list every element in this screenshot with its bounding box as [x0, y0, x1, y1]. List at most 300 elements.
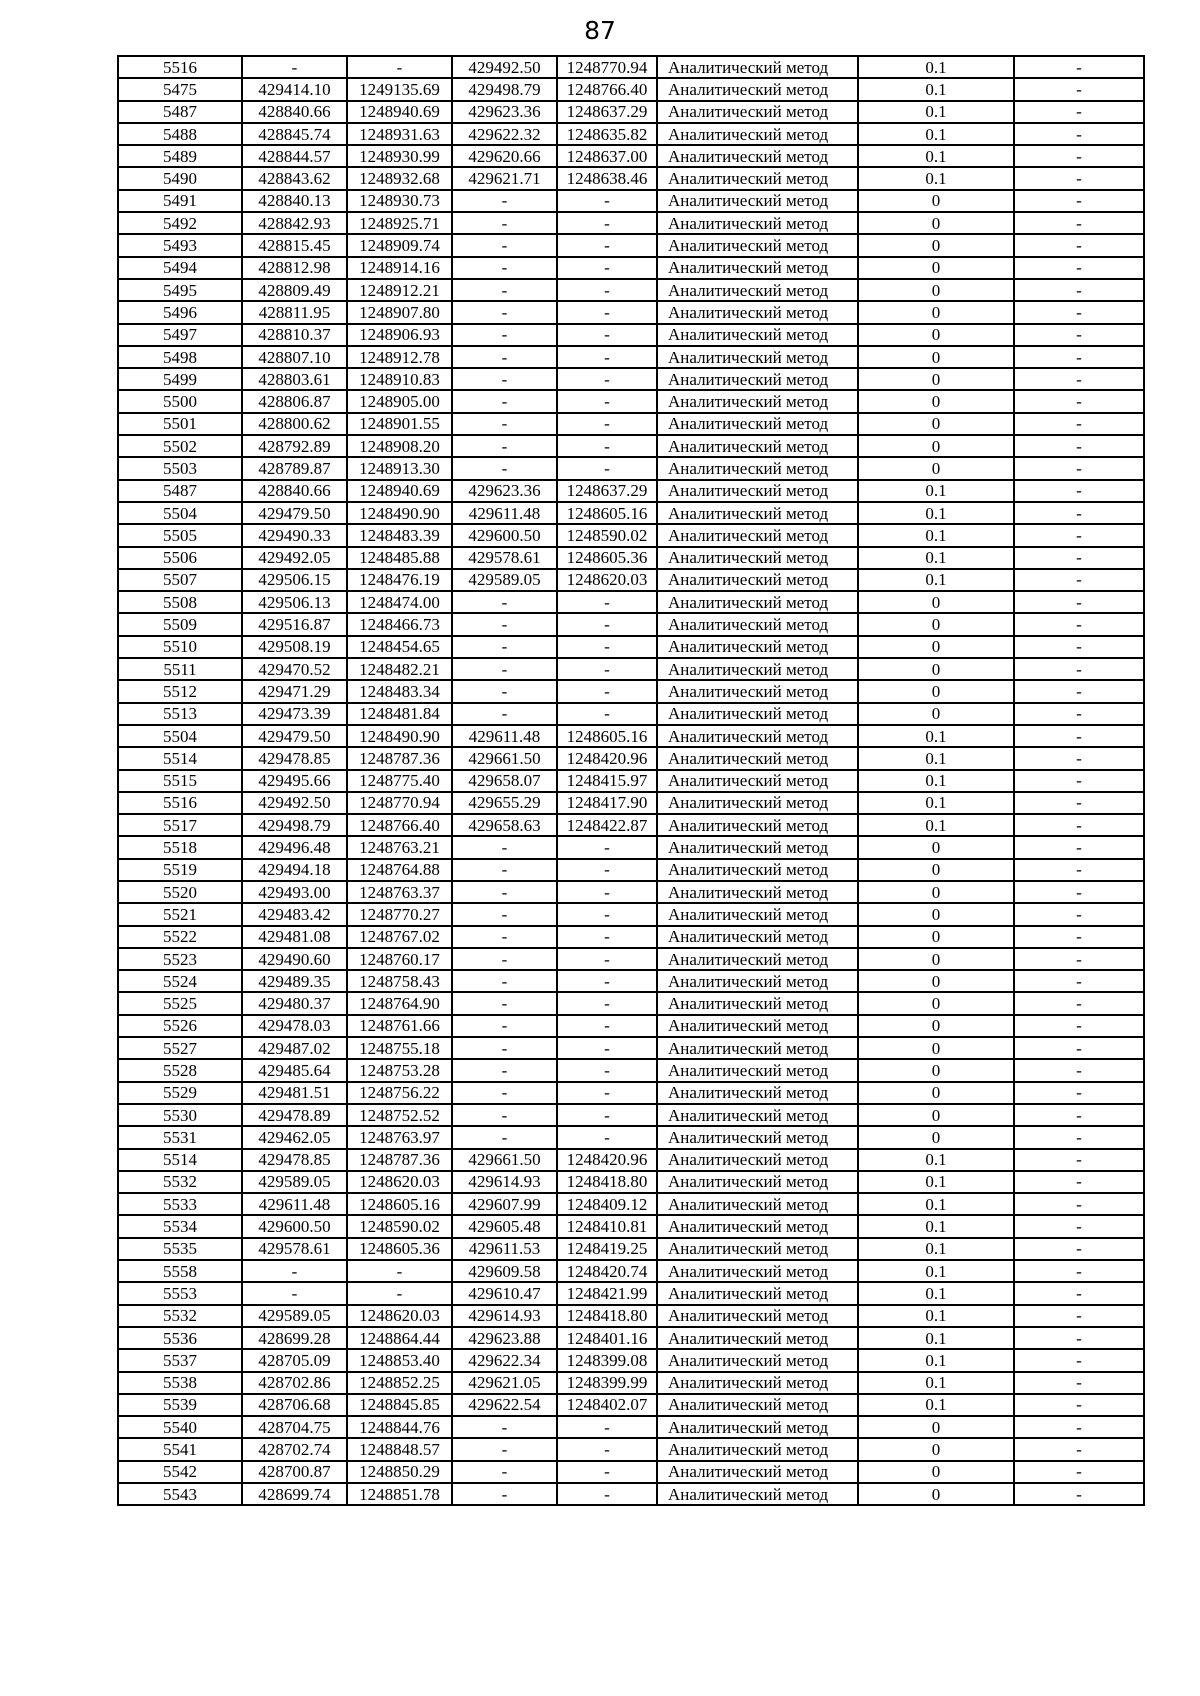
method-cell: Аналитический метод — [657, 435, 858, 457]
method-cell: Аналитический метод — [657, 145, 858, 167]
y1-cell: 1248910.83 — [347, 368, 452, 390]
table-row — [118, 190, 1144, 212]
x1-cell: 428815.45 — [242, 234, 347, 256]
point-number-cell: 5502 — [118, 435, 242, 457]
y1-cell: - — [347, 56, 452, 78]
point-number-cell: 5558 — [118, 1260, 242, 1282]
x2-cell: 429623.36 — [452, 101, 557, 123]
method-cell: Аналитический метод — [657, 636, 858, 658]
y2-cell: 1248417.90 — [557, 792, 657, 814]
point-number-cell: 5495 — [118, 279, 242, 301]
x2-cell: - — [452, 1461, 557, 1483]
accuracy-cell: 0 — [858, 1037, 1014, 1059]
point-number-cell: 5505 — [118, 524, 242, 546]
accuracy-cell: 0 — [858, 301, 1014, 323]
y1-cell: 1248940.69 — [347, 480, 452, 502]
point-number-cell: 5535 — [118, 1238, 242, 1260]
accuracy-cell: 0.1 — [858, 502, 1014, 524]
method-cell: Аналитический метод — [657, 1037, 858, 1059]
y2-cell: 1248766.40 — [557, 78, 657, 100]
point-number-cell: 5488 — [118, 123, 242, 145]
accuracy-cell: 0.1 — [858, 78, 1014, 100]
method-cell: Аналитический метод — [657, 792, 858, 814]
method-cell: Аналитический метод — [657, 770, 858, 792]
y1-cell: 1248767.02 — [347, 926, 452, 948]
x1-cell: 428792.89 — [242, 435, 347, 457]
point-number-cell: 5493 — [118, 234, 242, 256]
accuracy-cell: 0.1 — [858, 1260, 1014, 1282]
note-cell: - — [1014, 1327, 1144, 1349]
y1-cell: 1248925.71 — [347, 212, 452, 234]
point-number-cell: 5541 — [118, 1438, 242, 1460]
y1-cell: 1248760.17 — [347, 948, 452, 970]
method-cell: Аналитический метод — [657, 1372, 858, 1394]
x2-cell: 429658.07 — [452, 770, 557, 792]
y1-cell: 1249135.69 — [347, 78, 452, 100]
accuracy-cell: 0.1 — [858, 1305, 1014, 1327]
point-number-cell: 5515 — [118, 770, 242, 792]
accuracy-cell: 0 — [858, 212, 1014, 234]
note-cell: - — [1014, 1394, 1144, 1416]
y2-cell: 1248399.08 — [557, 1349, 657, 1371]
note-cell: - — [1014, 613, 1144, 635]
accuracy-cell: 0.1 — [858, 524, 1014, 546]
x1-cell: 428843.62 — [242, 167, 347, 189]
y1-cell: 1248763.97 — [347, 1126, 452, 1148]
table-row — [118, 836, 1144, 858]
y1-cell: 1248590.02 — [347, 1215, 452, 1237]
y1-cell: 1248620.03 — [347, 1305, 452, 1327]
accuracy-cell: 0 — [858, 1059, 1014, 1081]
x1-cell: 428700.87 — [242, 1461, 347, 1483]
y1-cell: 1248758.43 — [347, 970, 452, 992]
x2-cell: 429610.47 — [452, 1282, 557, 1304]
x1-cell: 429483.42 — [242, 903, 347, 925]
y2-cell: - — [557, 1416, 657, 1438]
x1-cell: - — [242, 1260, 347, 1282]
x2-cell: - — [452, 703, 557, 725]
x2-cell: 429578.61 — [452, 547, 557, 569]
x2-cell: - — [452, 212, 557, 234]
table-row — [118, 1394, 1144, 1416]
x2-cell: - — [452, 1015, 557, 1037]
y1-cell: 1248775.40 — [347, 770, 452, 792]
table-row — [118, 368, 1144, 390]
accuracy-cell: 0 — [858, 257, 1014, 279]
note-cell: - — [1014, 457, 1144, 479]
y2-cell: - — [557, 190, 657, 212]
method-cell: Аналитический метод — [657, 1015, 858, 1037]
accuracy-cell: 0.1 — [858, 56, 1014, 78]
point-number-cell: 5526 — [118, 1015, 242, 1037]
y1-cell: 1248850.29 — [347, 1461, 452, 1483]
y1-cell: 1248851.78 — [347, 1483, 452, 1505]
x2-cell: 429614.93 — [452, 1305, 557, 1327]
x1-cell: 429589.05 — [242, 1171, 347, 1193]
y2-cell: - — [557, 680, 657, 702]
method-cell: Аналитический метод — [657, 1416, 858, 1438]
y2-cell: - — [557, 301, 657, 323]
x2-cell: - — [452, 1416, 557, 1438]
method-cell: Аналитический метод — [657, 747, 858, 769]
table-row — [118, 1372, 1144, 1394]
note-cell: - — [1014, 948, 1144, 970]
point-number-cell: 5524 — [118, 970, 242, 992]
note-cell: - — [1014, 547, 1144, 569]
x1-cell: - — [242, 56, 347, 78]
y2-cell: 1248422.87 — [557, 814, 657, 836]
y2-cell: - — [557, 435, 657, 457]
note-cell: - — [1014, 301, 1144, 323]
point-number-cell: 5516 — [118, 56, 242, 78]
method-cell: Аналитический метод — [657, 1082, 858, 1104]
y2-cell: 1248420.96 — [557, 747, 657, 769]
x2-cell: - — [452, 1126, 557, 1148]
point-number-cell: 5489 — [118, 145, 242, 167]
x1-cell: - — [242, 1282, 347, 1304]
y2-cell: 1248605.36 — [557, 547, 657, 569]
x1-cell: 429473.39 — [242, 703, 347, 725]
method-cell: Аналитический метод — [657, 1282, 858, 1304]
method-cell: Аналитический метод — [657, 725, 858, 747]
note-cell: - — [1014, 1260, 1144, 1282]
x2-cell: 429661.50 — [452, 747, 557, 769]
x2-cell: 429605.48 — [452, 1215, 557, 1237]
x2-cell: - — [452, 413, 557, 435]
table-row — [118, 257, 1144, 279]
point-number-cell: 5516 — [118, 792, 242, 814]
note-cell: - — [1014, 413, 1144, 435]
table-row — [118, 435, 1144, 457]
table-row — [118, 78, 1144, 100]
accuracy-cell: 0 — [858, 881, 1014, 903]
point-number-cell: 5510 — [118, 636, 242, 658]
y2-cell: - — [557, 346, 657, 368]
x1-cell: 429487.02 — [242, 1037, 347, 1059]
method-cell: Аналитический метод — [657, 502, 858, 524]
y1-cell: 1248763.37 — [347, 881, 452, 903]
y1-cell: 1248912.78 — [347, 346, 452, 368]
table-row — [118, 926, 1144, 948]
point-number-cell: 5507 — [118, 569, 242, 591]
method-cell: Аналитический метод — [657, 569, 858, 591]
method-cell: Аналитический метод — [657, 101, 858, 123]
table-row — [118, 992, 1144, 1014]
y2-cell: 1248418.80 — [557, 1305, 657, 1327]
method-cell: Аналитический метод — [657, 1193, 858, 1215]
x2-cell: - — [452, 903, 557, 925]
x2-cell: - — [452, 613, 557, 635]
method-cell: Аналитический метод — [657, 234, 858, 256]
x2-cell: 429492.50 — [452, 56, 557, 78]
note-cell: - — [1014, 1282, 1144, 1304]
x1-cell: 429480.37 — [242, 992, 347, 1014]
x2-cell: - — [452, 658, 557, 680]
method-cell: Аналитический метод — [657, 346, 858, 368]
x2-cell: - — [452, 636, 557, 658]
point-number-cell: 5511 — [118, 658, 242, 680]
accuracy-cell: 0 — [858, 680, 1014, 702]
accuracy-cell: 0 — [858, 903, 1014, 925]
x1-cell: 429589.05 — [242, 1305, 347, 1327]
method-cell: Аналитический метод — [657, 859, 858, 881]
point-number-cell: 5517 — [118, 814, 242, 836]
y1-cell: 1248483.34 — [347, 680, 452, 702]
point-number-cell: 5513 — [118, 703, 242, 725]
note-cell: - — [1014, 368, 1144, 390]
y2-cell: - — [557, 390, 657, 412]
method-cell: Аналитический метод — [657, 324, 858, 346]
x2-cell: 429621.05 — [452, 1372, 557, 1394]
note-cell: - — [1014, 903, 1144, 925]
x2-cell: - — [452, 1082, 557, 1104]
x2-cell: 429622.34 — [452, 1349, 557, 1371]
x2-cell: - — [452, 680, 557, 702]
point-number-cell: 5504 — [118, 502, 242, 524]
method-cell: Аналитический метод — [657, 1149, 858, 1171]
accuracy-cell: 0.1 — [858, 1149, 1014, 1171]
x1-cell: 428789.87 — [242, 457, 347, 479]
accuracy-cell: 0 — [858, 1126, 1014, 1148]
note-cell: - — [1014, 836, 1144, 858]
x2-cell: - — [452, 881, 557, 903]
method-cell: Аналитический метод — [657, 658, 858, 680]
y2-cell: - — [557, 636, 657, 658]
x2-cell: - — [452, 591, 557, 613]
x1-cell: 429506.15 — [242, 569, 347, 591]
table-row — [118, 881, 1144, 903]
point-number-cell: 5518 — [118, 836, 242, 858]
y1-cell: 1248756.22 — [347, 1082, 452, 1104]
x1-cell: 428699.74 — [242, 1483, 347, 1505]
note-cell: - — [1014, 123, 1144, 145]
note-cell: - — [1014, 1438, 1144, 1460]
y1-cell: 1248930.99 — [347, 145, 452, 167]
y1-cell: 1248763.21 — [347, 836, 452, 858]
accuracy-cell: 0.1 — [858, 145, 1014, 167]
x1-cell: 429470.52 — [242, 658, 347, 680]
y2-cell: 1248401.16 — [557, 1327, 657, 1349]
x1-cell: 429490.33 — [242, 524, 347, 546]
accuracy-cell: 0.1 — [858, 1215, 1014, 1237]
x1-cell: 429479.50 — [242, 502, 347, 524]
y2-cell: - — [557, 324, 657, 346]
note-cell: - — [1014, 234, 1144, 256]
x2-cell: - — [452, 435, 557, 457]
x1-cell: 428699.28 — [242, 1327, 347, 1349]
table-row — [118, 1238, 1144, 1260]
x2-cell: 429655.29 — [452, 792, 557, 814]
accuracy-cell: 0 — [858, 613, 1014, 635]
accuracy-cell: 0 — [858, 1416, 1014, 1438]
y2-cell: - — [557, 703, 657, 725]
x1-cell: 429611.48 — [242, 1193, 347, 1215]
y1-cell: 1248454.65 — [347, 636, 452, 658]
x2-cell: 429622.32 — [452, 123, 557, 145]
point-number-cell: 5487 — [118, 101, 242, 123]
point-number-cell: 5501 — [118, 413, 242, 435]
x2-cell: 429623.36 — [452, 480, 557, 502]
y1-cell: 1248752.52 — [347, 1104, 452, 1126]
note-cell: - — [1014, 1171, 1144, 1193]
y1-cell: 1248787.36 — [347, 747, 452, 769]
accuracy-cell: 0.1 — [858, 1394, 1014, 1416]
y2-cell: - — [557, 1082, 657, 1104]
table-row — [118, 324, 1144, 346]
accuracy-cell: 0.1 — [858, 792, 1014, 814]
y1-cell: 1248845.85 — [347, 1394, 452, 1416]
y2-cell: - — [557, 1461, 657, 1483]
note-cell: - — [1014, 703, 1144, 725]
y2-cell: 1248638.46 — [557, 167, 657, 189]
point-number-cell: 5491 — [118, 190, 242, 212]
x1-cell: 429462.05 — [242, 1126, 347, 1148]
method-cell: Аналитический метод — [657, 1394, 858, 1416]
x1-cell: 428845.74 — [242, 123, 347, 145]
accuracy-cell: 0 — [858, 948, 1014, 970]
y1-cell: 1248466.73 — [347, 613, 452, 635]
y2-cell: 1248421.99 — [557, 1282, 657, 1304]
x1-cell: 428842.93 — [242, 212, 347, 234]
accuracy-cell: 0 — [858, 859, 1014, 881]
x1-cell: 429492.05 — [242, 547, 347, 569]
method-cell: Аналитический метод — [657, 881, 858, 903]
y2-cell: - — [557, 948, 657, 970]
x1-cell: 429496.48 — [242, 836, 347, 858]
y2-cell: 1248410.81 — [557, 1215, 657, 1237]
x1-cell: 428803.61 — [242, 368, 347, 390]
note-cell: - — [1014, 881, 1144, 903]
y1-cell: 1248940.69 — [347, 101, 452, 123]
accuracy-cell: 0.1 — [858, 1282, 1014, 1304]
x2-cell: - — [452, 234, 557, 256]
y2-cell: 1248420.96 — [557, 1149, 657, 1171]
method-cell: Аналитический метод — [657, 1461, 858, 1483]
x2-cell: - — [452, 836, 557, 858]
x1-cell: 428702.86 — [242, 1372, 347, 1394]
method-cell: Аналитический метод — [657, 524, 858, 546]
x1-cell: 429471.29 — [242, 680, 347, 702]
x1-cell: 428840.66 — [242, 480, 347, 502]
table-row — [118, 480, 1144, 502]
note-cell: - — [1014, 212, 1144, 234]
note-cell: - — [1014, 390, 1144, 412]
x1-cell: 428807.10 — [242, 346, 347, 368]
y1-cell: 1248905.00 — [347, 390, 452, 412]
accuracy-cell: 0.1 — [858, 1193, 1014, 1215]
x1-cell: 429478.85 — [242, 1149, 347, 1171]
accuracy-cell: 0 — [858, 1104, 1014, 1126]
table-row — [118, 1282, 1144, 1304]
point-number-cell: 5514 — [118, 1149, 242, 1171]
y2-cell: 1248402.07 — [557, 1394, 657, 1416]
method-cell: Аналитический метод — [657, 368, 858, 390]
note-cell: - — [1014, 1037, 1144, 1059]
table-row — [118, 56, 1144, 78]
table-row — [118, 859, 1144, 881]
accuracy-cell: 0 — [858, 1015, 1014, 1037]
note-cell: - — [1014, 569, 1144, 591]
method-cell: Аналитический метод — [657, 547, 858, 569]
point-number-cell: 5499 — [118, 368, 242, 390]
method-cell: Аналитический метод — [657, 1238, 858, 1260]
y2-cell: 1248420.74 — [557, 1260, 657, 1282]
point-number-cell: 5532 — [118, 1305, 242, 1327]
accuracy-cell: 0.1 — [858, 770, 1014, 792]
method-cell: Аналитический метод — [657, 480, 858, 502]
table-row — [118, 123, 1144, 145]
note-cell: - — [1014, 56, 1144, 78]
note-cell: - — [1014, 658, 1144, 680]
point-number-cell: 5529 — [118, 1082, 242, 1104]
y1-cell: 1248481.84 — [347, 703, 452, 725]
y1-cell: - — [347, 1282, 452, 1304]
method-cell: Аналитический метод — [657, 257, 858, 279]
x1-cell: 429489.35 — [242, 970, 347, 992]
table-row — [118, 903, 1144, 925]
table-row — [118, 547, 1144, 569]
y1-cell: 1248761.66 — [347, 1015, 452, 1037]
x1-cell: 428809.49 — [242, 279, 347, 301]
x2-cell: - — [452, 948, 557, 970]
point-number-cell: 5497 — [118, 324, 242, 346]
table-row — [118, 502, 1144, 524]
y1-cell: 1248483.39 — [347, 524, 452, 546]
method-cell: Аналитический метод — [657, 1059, 858, 1081]
method-cell: Аналитический метод — [657, 56, 858, 78]
table-row — [118, 346, 1144, 368]
accuracy-cell: 0 — [858, 1461, 1014, 1483]
y1-cell: 1248901.55 — [347, 413, 452, 435]
y2-cell: - — [557, 1037, 657, 1059]
point-number-cell: 5520 — [118, 881, 242, 903]
y2-cell: - — [557, 1015, 657, 1037]
table-row — [118, 1461, 1144, 1483]
point-number-cell: 5500 — [118, 390, 242, 412]
x2-cell: - — [452, 970, 557, 992]
y1-cell: 1248912.21 — [347, 279, 452, 301]
x2-cell: 429661.50 — [452, 1149, 557, 1171]
note-cell: - — [1014, 279, 1144, 301]
y1-cell: 1248764.90 — [347, 992, 452, 1014]
y2-cell: - — [557, 881, 657, 903]
x1-cell: 429490.60 — [242, 948, 347, 970]
table-row — [118, 569, 1144, 591]
y1-cell: 1248931.63 — [347, 123, 452, 145]
table-row — [118, 747, 1144, 769]
y1-cell: 1248485.88 — [347, 547, 452, 569]
x2-cell: 429607.99 — [452, 1193, 557, 1215]
note-cell: - — [1014, 524, 1144, 546]
y1-cell: 1248482.21 — [347, 658, 452, 680]
note-cell: - — [1014, 725, 1144, 747]
accuracy-cell: 0 — [858, 368, 1014, 390]
method-cell: Аналитический метод — [657, 1327, 858, 1349]
y1-cell: 1248605.16 — [347, 1193, 452, 1215]
y2-cell: - — [557, 1104, 657, 1126]
x2-cell: 429611.53 — [452, 1238, 557, 1260]
method-cell: Аналитический метод — [657, 1171, 858, 1193]
accuracy-cell: 0 — [858, 1438, 1014, 1460]
table-row — [118, 301, 1144, 323]
point-number-cell: 5494 — [118, 257, 242, 279]
point-number-cell: 5525 — [118, 992, 242, 1014]
point-number-cell: 5530 — [118, 1104, 242, 1126]
note-cell: - — [1014, 1238, 1144, 1260]
table-row — [118, 1260, 1144, 1282]
point-number-cell: 5498 — [118, 346, 242, 368]
y1-cell: 1248906.93 — [347, 324, 452, 346]
